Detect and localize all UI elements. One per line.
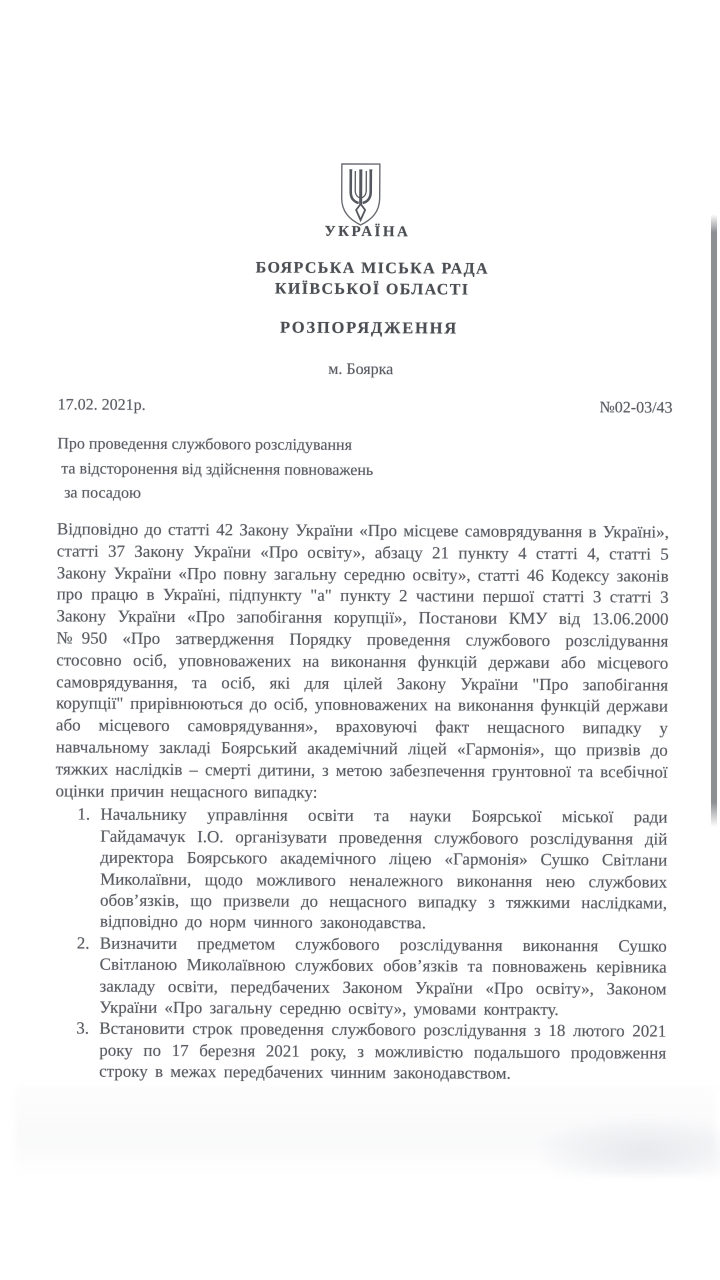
council-name-line2: КИЇВСЬКОЇ ОБЛАСТІ (274, 280, 470, 299)
order-item-3 (54, 1018, 666, 1085)
subject-line-1: Про проведення службового розслідування (57, 435, 353, 454)
order-item-3-text: Встановити строк проведення службового розслідування з 18 лютого 2021 року по 17 березня 2021 року, з можливістю подальшого продовження строку в межах передбачених чинним законодавством. (99, 1019, 667, 1084)
council-name-line1: БОЯРСЬКА МІСЬКА РАДА (255, 259, 490, 278)
document-type-title: РОЗПОРЯДЖЕННЯ (279, 317, 459, 338)
preamble-paragraph: Відповідно до статті 42 Закону України «Про місцеве самоврядування в Україні», статті 37 Закону України «Про освіту», абзацу 21 пункту 4 статті 4, статті 5 Закону України «Про повну загальну середню освіту», статті 46 Кодексу законів про працю в Україні, підпункту "а" пункту 2 частини першої статті 3 статті 3 Закону України «Про запобігання корупції», Постанови КМУ від 13.06.2000 №950 «Про затвердження Порядку проведення службового розслідування стосовно осіб, уповноважених на виконання функцій держави або місцевого самоврядування, та осіб, які для цілей Закону України "Про запобігання корупції" прирівнюються до осіб, уповноважених на виконання функцій держави або місцевого самоврядування», враховуючі факт нещасного випадку у навчальному закладі Боярський академічний ліцей «Гармонія», що призвів до тяжких наслідків – смерті дитини, з метою забезпечення грунтовної та всебічної оцінки причин нещасного випадку: (55, 519, 669, 802)
place-name: м. Боярка (328, 360, 394, 379)
scan-smudge-patch (540, 1118, 720, 1176)
country-name: УКРАЇНА (324, 223, 411, 241)
ukraine-trident-shield-icon (339, 162, 383, 228)
scan-edge-artifact (711, 214, 717, 827)
order-item-1-text: Начальнику управління освіти та науки Боярської міської ради Гайдамачук І.О. організувати проведення службового розслідування дій директора Боярського академічного ліцею «Гармонія» Сушко Світлани Миколаївни, щодо можливого неналежного виконання нею службових обов’язків, що призвели до нещасного випадку з тяжкими наслідками, відповідно до норм чинного законодавства. (99, 805, 668, 933)
subject-line-3: за посадою (64, 484, 142, 503)
document-number: №02-03/43 (599, 399, 673, 417)
order-item-2-text: Визначити предметом службового розслідування виконання Сушко Світланою Миколаївною службових обов’язків та повноважень керівника закладу освіти, передбачених Законом України «Про освіту», Законом України «Про загальну середню освіту», умовами контракту. (99, 933, 667, 1020)
document-body (54, 518, 669, 1085)
order-item-2-number: 2. (76, 933, 90, 953)
order-item-2 (54, 932, 666, 1021)
subject-block (57, 432, 373, 507)
order-item-1-number: 1. (77, 804, 91, 824)
order-item-3-number: 3. (76, 1018, 90, 1039)
subject-line-2: та відсторонення від здійснення повноважень (61, 460, 374, 479)
order-items-list (54, 804, 667, 1085)
council-name (1, 257, 720, 302)
document-date: 17.02. 2021р. (57, 396, 146, 414)
meta-row (58, 396, 673, 417)
order-item-1 (55, 804, 668, 936)
